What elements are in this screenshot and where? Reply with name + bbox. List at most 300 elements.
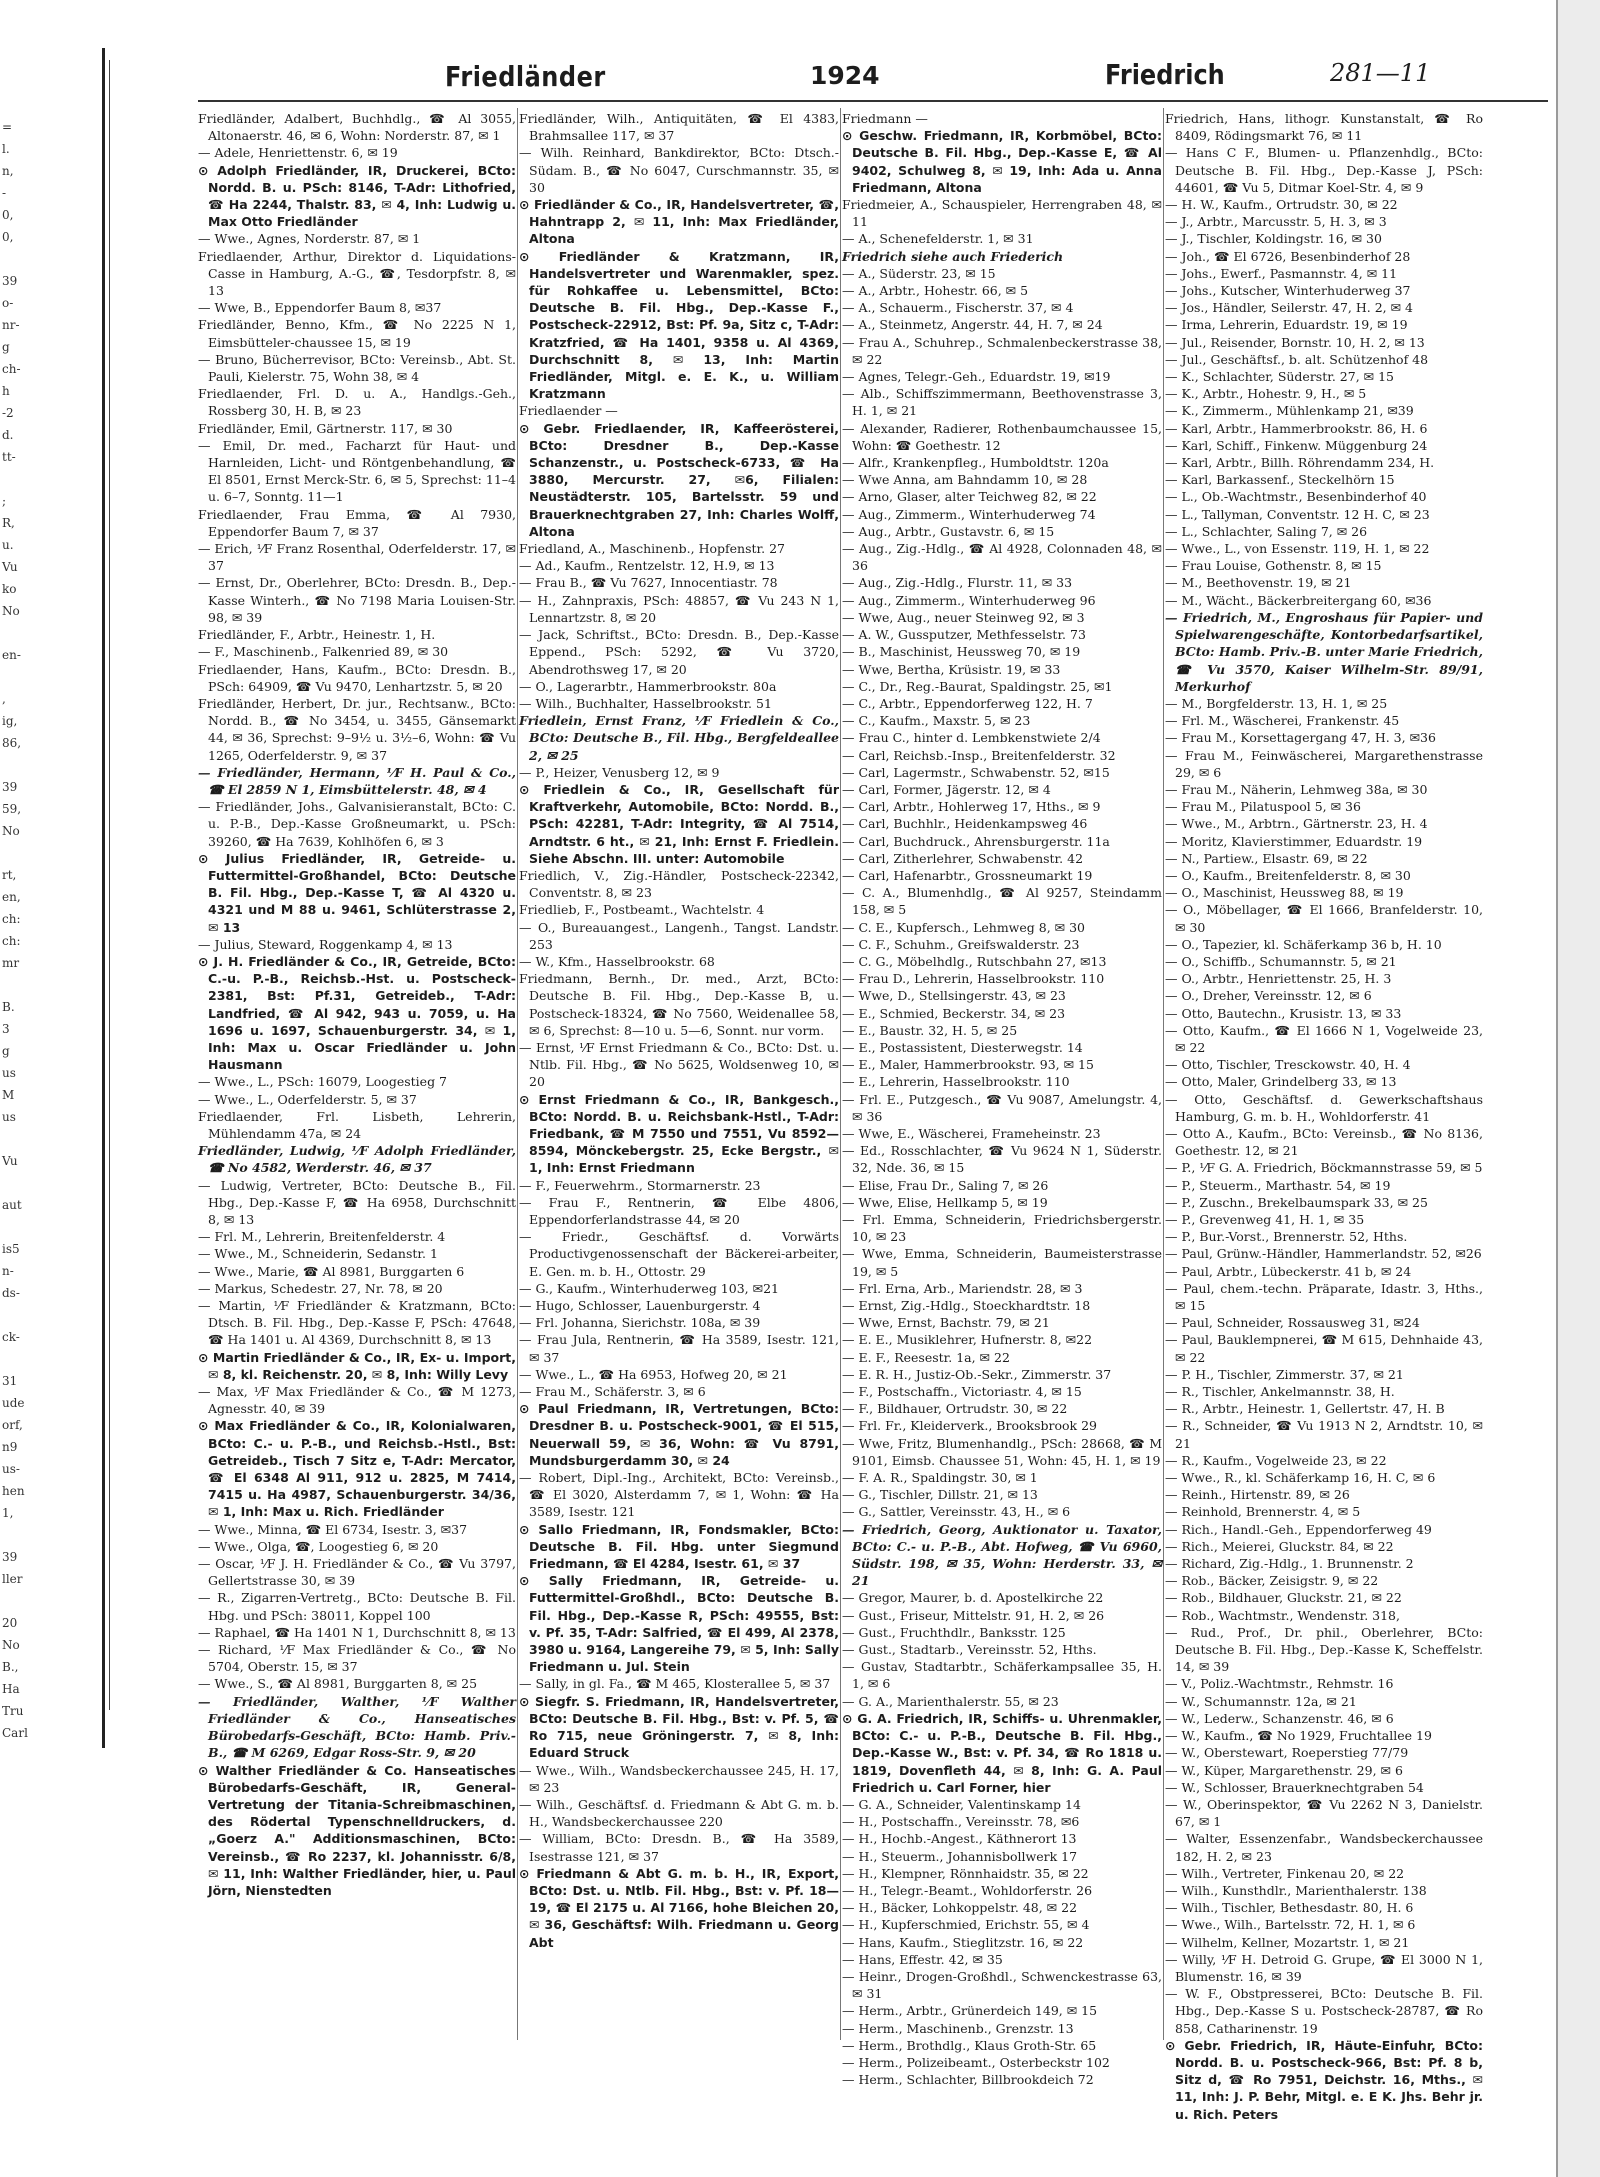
directory-entry: — Gregor, Maurer, b. d. Apostelkirche 22 — [842, 1590, 1104, 1606]
directory-entry: — Wwe., Marie, ☎ Al 8981, Burggarten 6 — [198, 1263, 465, 1279]
directory-entry: — F., Postschaffn., Victoriastr. 4, ✉ 15 — [842, 1384, 1082, 1400]
directory-entry: — Gust., Friseur, Mittelstr. 91, H. 2, ✉ 26 — [842, 1607, 1105, 1623]
directory-entry: — N., Partiew., Elsastr. 69, ✉ 22 — [1165, 850, 1368, 866]
column-divider — [1163, 108, 1164, 2040]
directory-entry: — K., Zimmerm., Mühlenkamp 21, ✉39 — [1165, 403, 1414, 419]
directory-entry: — Wwe, Elise, Hellkamp 5, ✉ 19 — [842, 1194, 1048, 1210]
margin-fragment: us- — [2, 1462, 20, 1476]
directory-entry: — G., Kaufm., Winterhuderweg 103, ✉21 — [519, 1280, 779, 1296]
margin-fragment: tt- — [2, 450, 16, 464]
margin-fragment: ig, — [2, 714, 18, 728]
directory-entry: — Wwe., Wilh., Bartelsstr. 72, H. 1, ✉ 6 — [1165, 1917, 1416, 1933]
directory-entry: Friedländer, Herbert, Dr. jur., Rechtsanw., BCto: Nordd. B., ☎ No 3454, u. 3455, Gänsemarkt 44, ✉ 36, Sprechst: 9–9½ u. 3½–6, Wohn: ☎ Vu 1265, Oderfelderstr. 9, ✉ 37 — [198, 695, 516, 763]
directory-entry: — Adele, Henriettenstr. 6, ✉ 19 — [198, 145, 398, 161]
directory-entry: — W., Kfm., Hasselbrookstr. 68 — [519, 953, 715, 969]
margin-fragment: ller — [2, 1572, 23, 1586]
directory-entry: — Wilh., Geschäftsf. d. Friedmann & Abt G. m. b. H., Wandsbeckerchaussee 220 — [519, 1796, 839, 1830]
directory-entry: — P., Heizer, Venusberg 12, ✉ 9 — [519, 764, 720, 780]
directory-entry: — Ernst, Dr., Oberlehrer, BCto: Dresdn. B., Dep.-Kasse Winterh., ☎ No 7198 Maria Louisen-Str. 98, ✉ 39 — [198, 575, 516, 625]
directory-entry: — Aug., Zig.-Hdlg., ☎ Al 4928, Colonnaden 48, ✉ 36 — [842, 541, 1162, 574]
directory-entry: ⊙ Martin Friedländer & Co., IR, Ex- u. Import, ✉ 8, kl. Reichenstr. 20, ✉ 8, Inh: Willy Levy — [198, 1349, 516, 1382]
margin-fragment: 31 — [2, 1374, 18, 1388]
directory-entry: — Frl. M., Lehrerin, Breitenfelderstr. 4 — [198, 1229, 446, 1245]
directory-entry: — Otto, Kaufm., ☎ El 1666 N 1, Vogelweide 23, ✉ 22 — [1165, 1022, 1483, 1055]
scan-margin — [1558, 0, 1600, 2177]
directory-entry: — O., Kaufm., Breitenfelderstr. 8, ✉ 30 — [1165, 867, 1411, 883]
directory-entry: — Herm., Arbtr., Grünerdeich 149, ✉ 15 — [842, 2003, 1098, 2019]
column-divider — [517, 108, 518, 2040]
margin-fragment: o- — [2, 296, 14, 310]
column-2 — [519, 110, 839, 2040]
running-head-year: 1924 — [810, 61, 880, 90]
directory-entry: — Aug., Zimmerm., Winterhuderweg 96 — [842, 592, 1096, 608]
directory-entry: — Wilh., Buchhalter, Hasselbrookstr. 51 — [519, 695, 772, 711]
directory-entry: — Frau Jula, Rentnerin, ☎ Ha 3589, Isestr. 121, ✉ 37 — [519, 1332, 839, 1365]
directory-entry: — Friedr., Geschäftsf. d. Vorwärts Productivgenossenschaft der Bäckerei-arbeiter, E. Gen. m. b. H., Ottostr. 29 — [519, 1229, 839, 1279]
margin-fragment: 0, — [2, 208, 14, 222]
directory-entry: — Martin, ⅟F Friedländer & Kratzmann, BCto: Dtsch. B. Fil. Hbg., Dep.-Kasse F, PSch: 47648, ☎ Ha 1401 u. Al 4369, Durchschnitt 8, ✉ 13 — [198, 1298, 516, 1348]
margin-fragment: M — [2, 1088, 15, 1102]
margin-fragment: - — [2, 186, 7, 200]
directory-entry: — K., Schlachter, Süderstr. 27, ✉ 15 — [1165, 369, 1394, 385]
directory-entry: — Otto, Bautechn., Krusistr. 13, ✉ 33 — [1165, 1005, 1402, 1021]
directory-entry: — Wwe, Emma, Schneiderin, Baumeisterstrasse 19, ✉ 5 — [842, 1246, 1162, 1279]
directory-entry: — J., Tischler, Koldingstr. 16, ✉ 30 — [1165, 231, 1382, 247]
directory-entry: — W., Schlosser, Brauerknechtgraben 54 — [1165, 1779, 1424, 1795]
directory-entry: — Aug., Arbtr., Gustavstr. 6, ✉ 15 — [842, 523, 1055, 539]
margin-fragment: Carl — [2, 1726, 28, 1740]
directory-entry: — Herm., Schlachter, Billbrookdeich 72 — [842, 2072, 1094, 2088]
directory-entry: ⊙ Paul Friedmann, IR, Vertretungen, BCto: Dresdner B. u. Postscheck-9001, ☎ El 515, Neuerwall 59, ✉ 36, Wohn: ☎ Vu 8791, Mundsburgerdamm 30, ✉ 24 — [519, 1401, 839, 1468]
directory-entry: — Frau C., hinter d. Lembkenstwiete 2/4 — [842, 730, 1101, 746]
binding-rule — [102, 48, 105, 1748]
directory-entry: — Frl. E., Putzgesch., ☎ Vu 9087, Amelungstr. 4, ✉ 36 — [842, 1091, 1162, 1124]
directory-entry: — Wwe., L., PSch: 16079, Loogestieg 7 — [198, 1074, 447, 1090]
directory-entry: Friedrich siehe auch Friederich — [842, 248, 1064, 264]
directory-entry: ⊙ G. A. Friedrich, IR, Schiffs- u. Uhrenmakler, BCto: C.- u. P.-B., Deutsche B. Fil. Hbg., Dep.-Kasse W., Bst: v. Pf. 34, ☎ Ro 1818 u. 1819, Dovenfleth 44, ✉ 8, Inh: G. A. Paul Friedrich u. Carl Forner, hier — [842, 1710, 1162, 1795]
margin-fragment: en- — [2, 648, 21, 662]
directory-entry: Friedländer, F., Arbtr., Heinestr. 1, H. — [198, 627, 436, 643]
directory-entry: — Johs., Ewerf., Pasmannstr. 4, ✉ 11 — [1165, 265, 1398, 281]
directory-entry: — C. G., Möbelhdlg., Rutschbahn 27, ✉13 — [842, 953, 1107, 969]
directory-entry: — H., Telegr.-Beamt., Wohldorferstr. 26 — [842, 1882, 1093, 1898]
directory-entry: — R., Tischler, Ankelmannstr. 38, H. — [1165, 1384, 1395, 1400]
directory-entry: — Friedländer, Johs., Galvanisieranstalt, BCto: C. u. P.-B., Dep.-Kasse Großneumarkt, u. PSch: 39260, ☎ Ha 7639, Kohlhöfen 6, ✉ 3 — [198, 799, 516, 849]
directory-entry: Friedlich, V., Zig.-Händler, Postscheck-22342, Conventstr. 8, ✉ 23 — [519, 867, 839, 901]
directory-entry: ⊙ Geschw. Friedmann, IR, Korbmöbel, BCto: Deutsche B. Fil. Hbg., Dep.-Kasse E, ☎ Al 9402, Schulweg 8, ✉ 19, Inh: Ada u. Anna Friedmann, Altona — [842, 128, 1162, 195]
directory-entry: Friedlein, Ernst Franz, ⅟F Friedlein & Co., BCto: Deutsche B., Fil. Hbg., Bergfeldeallee 2, ✉ 25 — [519, 713, 839, 763]
directory-entry: ⊙ Julius Friedländer, IR, Getreide- u. Futtermittel-Großhandel, BCto: Deutsche B. Fil. Hbg., Dep.-Kasse T, ☎ Al 4320 u. 4321 und M 88 u. 9461, Schlüterstrasse 2, ✉ 13 — [198, 850, 516, 935]
directory-entry: — Max, ⅟F Max Friedländer & Co., ☎ M 1273, Agnesstr. 40, ✉ 39 — [198, 1384, 516, 1417]
directory-entry: — Carl, Lagermstr., Schwabenstr. 52, ✉15 — [842, 764, 1110, 780]
margin-fragment: = — [2, 120, 13, 134]
directory-entry: — O., Dreher, Vereinsstr. 12, ✉ 6 — [1165, 988, 1372, 1004]
directory-entry: — Erich, ⅟F Franz Rosenthal, Oderfelderstr. 17, ✉ 37 — [198, 541, 516, 574]
directory-entry: — L., Ob.-Wachtmstr., Besenbinderhof 40 — [1165, 489, 1427, 505]
directory-entry: — Moritz, Klavierstimmer, Eduardstr. 19 — [1165, 833, 1423, 849]
directory-entry: — A., Schauerm., Fischerstr. 37, ✉ 4 — [842, 300, 1074, 316]
margin-fragment: u. — [2, 538, 14, 552]
directory-entry: — Rich., Meierei, Gluckstr. 84, ✉ 22 — [1165, 1538, 1394, 1554]
directory-entry: — Joh., ☎ El 6726, Besenbinderhof 28 — [1165, 248, 1411, 264]
directory-entry: — Walter, Essenzenfabr., Wandsbeckerchaussee 182, H. 2, ✉ 23 — [1165, 1831, 1483, 1864]
directory-entry: — Jack, Schriftst., BCto: Dresdn. B., Dep.-Kasse Eppend., PSch: 5292, ☎ Vu 3720, Abendrothsweg 17, ✉ 20 — [519, 627, 839, 677]
directory-entry: Friedländer, Benno, Kfm., ☎ No 2225 N 1, Eimsbütteler-chaussee 15, ✉ 19 — [198, 317, 516, 350]
margin-fragment: Ha — [2, 1682, 20, 1696]
directory-entry: — Frau Louise, Gothenstr. 8, ✉ 15 — [1165, 558, 1382, 574]
directory-entry: ⊙ Sally Friedmann, IR, Getreide- u. Futtermittel-Großhdl., BCto: Deutsche B. Fil. Hbg., Dep.-Kasse R, PSch: 49555, Bst: v. Pf. 35, T-Adr: Salfried, ☎ El 499, Al 2378, 3980 u. 9164, Langereihe 79, ✉ 5, Inh: Sally Friedmann u. Jul. Stein — [519, 1573, 839, 1675]
directory-entry: — Reinhold, Brennerstr. 4, ✉ 5 — [1165, 1504, 1361, 1520]
directory-entry: — Hans C F., Blumen- u. Pflanzenhdlg., BCto: Deutsche B. Fil. Hbg., Dep.-Kasse J, PSch: 44601, ☎ Vu 5, Ditmar Koel-Str. 4, ✉ 9 — [1165, 145, 1483, 195]
directory-entry: — Paul, Arbtr., Lübeckerstr. 41 b, ✉ 24 — [1165, 1263, 1412, 1279]
directory-entry: — Hugo, Schlosser, Lauenburgerstr. 4 — [519, 1298, 761, 1314]
directory-entry: — Arno, Glaser, alter Teichweg 82, ✉ 22 — [842, 489, 1097, 505]
directory-entry: — W. F., Obstpresserei, BCto: Deutsche B. Fil. Hbg., Dep.-Kasse S u. Postscheck-28787, ☎ Ro 858, Catharinenstr. 19 — [1165, 1986, 1483, 2036]
margin-fragment: hen — [2, 1484, 25, 1498]
directory-entry: — Wwe, B., Eppendorfer Baum 8, ✉37 — [198, 300, 442, 316]
margin-fragment: h — [2, 384, 10, 398]
directory-entry: — Richard, Zig.-Hdlg., 1. Brunnenstr. 2 — [1165, 1556, 1414, 1572]
directory-entry: — Wwe., R., kl. Schäferkamp 16, H. C, ✉ 6 — [1165, 1470, 1436, 1486]
directory-entry: — Wwe., L., Oderfelderstr. 5, ✉ 37 — [198, 1091, 417, 1107]
directory-entry: — E., Maler, Hammerbrookstr. 93, ✉ 15 — [842, 1057, 1094, 1073]
directory-entry: — M., Borgfelderstr. 13, H. 1, ✉ 25 — [1165, 695, 1388, 711]
directory-entry: — F. A. R., Spaldingstr. 30, ✉ 1 — [842, 1470, 1038, 1486]
directory-entry: — Willy, ⅟F H. Detroid G. Grupe, ☎ El 3000 N 1, Blumenstr. 16, ✉ 39 — [1165, 1951, 1483, 1984]
margin-fragment: rt, — [2, 868, 17, 882]
directory-entry: — G., Tischler, Dillstr. 21, ✉ 13 — [842, 1487, 1038, 1503]
directory-entry: Friedlieb, F., Postbeamt., Wachtelstr. 4 — [519, 902, 765, 918]
directory-entry: — Carl, Buchhlr., Heidenkampsweg 46 — [842, 816, 1088, 832]
directory-entry: — O., Möbellager, ☎ El 1666, Branfelderstr. 10, ✉ 30 — [1165, 902, 1483, 935]
directory-entry: — P., Zuschn., Brekelbaumspark 33, ✉ 25 — [1165, 1194, 1428, 1210]
directory-entry: — Wwe., Olga, ☎, Loogestieg 6, ✉ 20 — [198, 1538, 439, 1554]
directory-entry: — Wwe, Ernst, Bachstr. 79, ✉ 21 — [842, 1315, 1050, 1331]
directory-entry: — E. R. H., Justiz-Ob.-Sekr., Zimmerstr. 37 — [842, 1366, 1112, 1382]
directory-entry: — Wwe, Aug., neuer Steinweg 92, ✉ 3 — [842, 609, 1085, 625]
directory-entry: Friedlaender, Arthur, Direktor d. Liquidations-Casse in Hamburg, A.-G., ☎, Tesdorpfstr. 8, ✉ 13 — [198, 248, 516, 299]
directory-entry: — Gust., Fruchthdlr., Banksstr. 125 — [842, 1624, 1066, 1640]
directory-entry: — E. E., Musiklehrer, Hufnerstr. 8, ✉22 — [842, 1332, 1093, 1348]
directory-entry: — F., Feuerwehrm., Stormarnerstr. 23 — [519, 1177, 761, 1193]
directory-entry: — H., Postschaffn., Vereinsstr. 78, ✉6 — [842, 1814, 1080, 1830]
directory-entry: — Wilhelm, Kellner, Mozartstr. 1, ✉ 21 — [1165, 1934, 1410, 1950]
directory-entry: — K., Arbtr., Hohestr. 9, H., ✉ 5 — [1165, 386, 1367, 402]
margin-fragment: us — [2, 1066, 16, 1080]
previous-page-fragments — [0, 120, 60, 1770]
directory-entry: — W., Oberstewart, Roeperstieg 77/79 — [1165, 1745, 1409, 1761]
directory-entry: — O., Lagerarbtr., Hammerbrookstr. 80a — [519, 678, 777, 694]
margin-fragment: , — [2, 692, 6, 706]
header-rule — [198, 100, 1548, 102]
directory-entry: — G., Sattler, Vereinsstr. 43, H., ✉ 6 — [842, 1504, 1071, 1520]
directory-entry: — O., Maschinist, Heussweg 88, ✉ 19 — [1165, 885, 1404, 901]
directory-entry: — E., Baustr. 32, H. 5, ✉ 25 — [842, 1022, 1018, 1038]
margin-fragment: ch: — [2, 912, 21, 926]
directory-entry: ⊙ Friedländer & Co., IR, Handelsvertreter, ☎, Hahntrapp 2, ✉ 11, Inh: Max Friedländer, Altona — [519, 197, 839, 247]
directory-entry: — Wilh., Kunsthdlr., Marienthalerstr. 138 — [1165, 1882, 1427, 1898]
directory-entry: — O., Tapezier, kl. Schäferkamp 36 b, H. 10 — [1165, 936, 1442, 952]
directory-entry: ⊙ Gebr. Friedrich, IR, Häute-Einfuhr, BCto: Nordd. B. u. Postscheck-966, Bst: Pf. 8 b, Sitz d, ☎ Ro 7951, Deichstr. 16, Mths., ✉ 11, Inh: J. P. Behr, Mitgl. e. E K. Jhs. Behr jr. u. Rich. Peters — [1165, 2037, 1483, 2122]
column-divider — [840, 108, 841, 2040]
directory-entry: — Herm., Maschinenb., Grenzstr. 13 — [842, 2020, 1074, 2036]
margin-fragment: n- — [2, 1264, 14, 1278]
directory-entry: — Richard, ⅟F Max Friedländer & Co., ☎ No 5704, Oberstr. 15, ✉ 37 — [198, 1642, 516, 1675]
column-4 — [1165, 110, 1483, 2122]
margin-fragment: n9 — [2, 1440, 18, 1454]
margin-fragment: us — [2, 1110, 16, 1124]
directory-entry: — Hans, Effestr. 42, ✉ 35 — [842, 1951, 1003, 1967]
directory-entry: — Wwe Anna, am Bahndamm 10, ✉ 28 — [842, 472, 1088, 488]
directory-entry: — Wwe, E., Wäscherei, Frameheinstr. 23 — [842, 1125, 1101, 1141]
margin-fragment: B., — [2, 1660, 19, 1674]
directory-entry: — Wwe., S., ☎ Al 8981, Burggarten 8, ✉ 25 — [198, 1676, 478, 1692]
directory-entry: — Wwe., L., ☎ Ha 6953, Hofweg 20, ✉ 21 — [519, 1366, 788, 1382]
directory-entry: — Bruno, Bücherrevisor, BCto: Vereinsb., Abt. St. Pauli, Kielerstr. 75, Wohn 38, ✉ 4 — [198, 351, 516, 385]
directory-entry: — M., Wächt., Bäckerbreitergang 60, ✉36 — [1165, 592, 1432, 608]
directory-entry: — Wwe., Wilh., Wandsbeckerchaussee 245, H. 17, ✉ 23 — [519, 1762, 839, 1795]
directory-entry: — Wwe, Fritz, Blumenhandlg., PSch: 28668, ☎ M 9101, Eimsb. Chaussee 51, Wohn: 45, H. 1, ✉ 19 — [842, 1435, 1162, 1468]
directory-entry: — O., Arbtr., Henriettenstr. 25, H. 3 — [1165, 971, 1392, 987]
margin-fragment: 1, — [2, 1506, 14, 1520]
margin-fragment: Tru — [2, 1704, 24, 1718]
directory-entry: Friedlaender, Frl. Lisbeth, Lehrerin, Mühlendamm 47a, ✉ 24 — [198, 1108, 516, 1141]
directory-entry: — Wwe., M., Schneiderin, Sedanstr. 1 — [198, 1246, 438, 1262]
directory-entry: — O., Bureauangest., Langenh., Tangst. Landstr. 253 — [519, 919, 839, 952]
directory-entry: — Carl, Reichsb.-Insp., Breitenfelderstr. 32 — [842, 747, 1116, 763]
directory-entry: — Friedrich, Georg, Auktionator u. Taxator, BCto: C.- u. P.-B., Abt. Hofweg, ☎ Vu 6960, Südstr. 198, ✉ 35, Wohn: Herderstr. 33, ✉ 21 — [842, 1521, 1162, 1589]
directory-entry: — Ludwig, Vertreter, BCto: Deutsche B., Fil. Hbg., Dep.-Kasse F, ☎ Ha 6958, Durchschnitt 8, ✉ 13 — [198, 1177, 516, 1227]
directory-entry: — Wilh., Vertreter, Finkenau 20, ✉ 22 — [1165, 1865, 1405, 1881]
directory-entry: — Frau D., Lehrerin, Hasselbrookstr. 110 — [842, 971, 1105, 987]
directory-entry: — R., Arbtr., Heinestr. 1, Gellertstr. 47, H. B — [1165, 1401, 1445, 1417]
directory-entry: — Wwe., Minna, ☎ El 6734, Isestr. 3, ✉37 — [198, 1521, 468, 1537]
directory-entry: — William, BCto: Dresdn. B., ☎ Ha 3589, Isestrasse 121, ✉ 37 — [519, 1831, 839, 1864]
directory-entry: — V., Poliz.-Wachtmstr., Rehmstr. 16 — [1165, 1676, 1394, 1692]
directory-entry: — E. F., Reesestr. 1a, ✉ 22 — [842, 1349, 1010, 1365]
directory-entry: — Frl. M., Wäscherei, Frankenstr. 45 — [1165, 713, 1400, 729]
margin-fragment: 86, — [2, 736, 22, 750]
directory-entry: — Ad., Kaufm., Rentzelstr. 12, H.9, ✉ 13 — [519, 558, 775, 574]
directory-entry: — H., Hochb.-Angest., Käthnerort 13 — [842, 1831, 1077, 1847]
directory-entry: — Rud., Prof., Dr. phil., Oberlehrer, BCto: Deutsche B. Fil. Hbg., Dep.-Kasse K, Scheffelstr. 14, ✉ 39 — [1165, 1624, 1483, 1675]
directory-entry: — G. A., Schneider, Valentinskamp 14 — [842, 1796, 1081, 1812]
directory-entry: — Frau M., Schäferstr. 3, ✉ 6 — [519, 1384, 706, 1400]
directory-entry: ⊙ Ernst Friedmann & Co., IR, Bankgesch., BCto: Nordd. B. u. Reichsbank-Hstl., T-Adr: Friedbank, ☎ M 7550 und 7551, Vu 8592—8594, Mönckebergstr. 25, Ecke Bergstr., ✉ 1, Inh: Ernst Friedmann — [519, 1091, 839, 1176]
directory-entry: — B., Maschinist, Heussweg 70, ✉ 19 — [842, 644, 1081, 660]
running-head-left: Friedländer — [445, 60, 606, 94]
margin-fragment: 20 — [2, 1616, 18, 1630]
directory-entry: ⊙ Sallo Friedmann, IR, Fondsmakler, BCto: Deutsche B. Fil. Hbg. unter Siegmund Friedmann, ☎ El 4284, Isestr. 61, ✉ 37 — [519, 1521, 839, 1572]
directory-entry: Friedlaender — — [519, 403, 618, 419]
directory-entry: — Rich., Handl.-Geh., Eppendorferweg 49 — [1165, 1521, 1432, 1537]
directory-entry: — L., Schlachter, Saling 7, ✉ 26 — [1165, 523, 1368, 539]
directory-entry: — Jos., Händler, Seilerstr. 47, H. 2, ✉ 4 — [1165, 300, 1414, 316]
directory-entry: Friedlaender, Frau Emma, ☎ Al 7930, Eppendorfer Baum 7, ✉ 37 — [198, 506, 516, 539]
binding-rule-inner — [109, 60, 110, 1710]
directory-entry: — L., Tallyman, Conventstr. 12 H. C, ✉ 23 — [1165, 506, 1430, 522]
directory-entry: — C., Kaufm., Maxstr. 5, ✉ 23 — [842, 713, 1031, 729]
directory-entry: — Ernst, ⅟F Ernst Friedmann & Co., BCto: Dst. u. Ntlb. Fil. Hbg., ☎ No 5625, Woldsenweg 10, ✉ 20 — [519, 1039, 839, 1090]
directory-entry: ⊙ Gebr. Friedlaender, IR, Kaffeerösterei, BCto: Dresdner B., Dep.-Kasse Schanzenstr., u. Postscheck-6733, ☎ Ha 3880, Mercurstr. 27, ✉6, Filialen: Neustädterstr. 105, Bartelsstr. 59 und Brauerknechtgraben 27, Inh: Charles Wolff, Altona — [519, 420, 839, 539]
directory-entry: — Rob., Wachtmstr., Wendenstr. 318, — [1165, 1607, 1400, 1623]
directory-entry: ⊙ Walther Friedländer & Co. Hanseatisches Bürobedarfs-Geschäft, IR, General-Vertretung der Titania-Schreibmaschinen, des Rödertal Typenschnelldruckers, d. „Goerz A." Additionsmaschinen, BCto: Vereinsb., ☎ Ro 2237, kl. Johannisstr. 6/8, ✉ 11, Inh: Walther Friedländer, hier, u. Paul Jörn, Nienstedten — [198, 1762, 516, 1898]
directory-entry: — Frau M., Näherin, Lehmweg 38a, ✉ 30 — [1165, 781, 1428, 797]
directory-entry: — H., Steuerm., Johannisbollwerk 17 — [842, 1848, 1078, 1864]
directory-entry: — Herm., Polizeibeamt., Osterbeckstr 102 — [842, 2054, 1110, 2070]
directory-entry: — E., Schmied, Beckerstr. 34, ✉ 23 — [842, 1005, 1066, 1021]
margin-fragment: 39 — [2, 1550, 18, 1564]
directory-entry: — R., Kaufm., Vogelweide 23, ✉ 22 — [1165, 1452, 1387, 1468]
directory-entry: — Julius, Steward, Roggenkamp 4, ✉ 13 — [198, 936, 453, 952]
margin-fragment: en, — [2, 890, 21, 904]
directory-entry: — Sally, in gl. Fa., ☎ M 465, Klosterallee 5, ✉ 37 — [519, 1676, 831, 1692]
margin-fragment: 59, — [2, 802, 22, 816]
directory-entry: — W., Lederw., Schanzenstr. 46, ✉ 6 — [1165, 1710, 1394, 1726]
directory-entry: — J., Arbtr., Marcusstr. 5, H. 3, ✉ 3 — [1165, 214, 1387, 230]
directory-entry: — Friedländer, Hermann, ⅟F H. Paul & Co., ☎ El 2859 N 1, Eimsbüttelerstr. 48, ✉ 4 — [198, 764, 516, 797]
directory-entry: — Wwe, Bertha, Krüsistr. 19, ✉ 33 — [842, 661, 1061, 677]
directory-entry: — P., Bur.-Vorst., Brennerstr. 52, Hths. — [1165, 1229, 1408, 1245]
directory-entry: — Jul., Geschäftsf., b. alt. Schützenhof 48 — [1165, 351, 1429, 367]
directory-entry: — Frl. Fr., Kleiderverk., Brooksbrook 29 — [842, 1418, 1097, 1434]
directory-entry: ⊙ Adolph Friedländer, IR, Druckerei, BCto: Nordd. B. u. PSch: 8146, T-Adr: Lithofried, ☎ Ha 2244, Thalstr. 83, ✉ 4, Inh: Ludwig u. Max Otto Friedländer — [198, 162, 516, 230]
margin-fragment: d. — [2, 428, 14, 442]
directory-entry: — H., Kupferschmied, Erichstr. 55, ✉ 4 — [842, 1917, 1090, 1933]
directory-entry: — H. W., Kaufm., Ortrudstr. 30, ✉ 22 — [1165, 197, 1398, 213]
directory-entry: — Carl, Zitherlehrer, Schwabenstr. 42 — [842, 850, 1084, 866]
directory-entry: — F., Bildhauer, Ortrudstr. 30, ✉ 22 — [842, 1401, 1068, 1417]
margin-fragment: ; — [2, 494, 7, 508]
directory-entry: — Frl. Johanna, Sierichstr. 108a, ✉ 39 — [519, 1315, 761, 1331]
directory-entry: Friedmann, Bernh., Dr. med., Arzt, BCto: Deutsche B. Fil. Hbg., Dep.-Kasse B, u. Postscheck-18324, ☎ No 7560, Weidenallee 58, ✉ 6, Sprechst: 8—10 u. 5—6, Sonnt. nur vorm. — [519, 971, 839, 1038]
directory-entry: Friedländer, Adalbert, Buchhdlg., ☎ Al 3055, Altonaerstr. 46, ✉ 6, Wohn: Norderstr. 87, ✉ 1 — [198, 111, 516, 144]
directory-entry: — Frl. Erna, Arb., Mariendstr. 28, ✉ 3 — [842, 1280, 1083, 1296]
directory-entry: — Paul, Grünw.-Händler, Hammerlandstr. 52, ✉26 — [1165, 1246, 1482, 1262]
directory-entry: — W., Kaufm., ☎ No 1929, Fruchtallee 19 — [1165, 1728, 1432, 1744]
page-number: 281—11 — [1330, 59, 1431, 87]
directory-entry: — A., Steinmetz, Angerstr. 44, H. 7, ✉ 24 — [842, 317, 1103, 333]
directory-entry: — Carl, Arbtr., Hohlerweg 17, Hths., ✉ 9 — [842, 799, 1101, 815]
margin-fragment: l. — [2, 142, 10, 156]
directory-entry: — Frau F., Rentnerin, ☎ Elbe 4806, Eppendorferlandstrasse 44, ✉ 20 — [519, 1194, 839, 1227]
directory-entry: — Paul, chem.-techn. Präparate, Idastr. 3, Hths., ✉ 15 — [1165, 1280, 1483, 1314]
directory-entry: — Robert, Dipl.-Ing., Architekt, BCto: Vereinsb., ☎ El 3020, Alsterdamm 7, ✉ 1, Wohn: ☎ Ha 3589, Isestr. 121 — [519, 1470, 839, 1520]
directory-entry: — Alexander, Radierer, Rothenbaumchaussee 15, Wohn: ☎ Goethestr. 12 — [842, 420, 1162, 453]
directory-entry: — Karl, Arbtr., Billh. Röhrendamm 234, H. — [1165, 455, 1435, 471]
margin-fragment: -2 — [2, 406, 14, 420]
directory-entry: — Wwe, D., Stellsingerstr. 43, ✉ 23 — [842, 988, 1066, 1004]
directory-entry: — W., Schumannstr. 12a, ✉ 21 — [1165, 1693, 1357, 1709]
directory-entry: — Carl, Hafenarbtr., Grossneumarkt 19 — [842, 867, 1093, 883]
directory-entry: — Markus, Schedestr. 27, Nr. 78, ✉ 20 — [198, 1280, 443, 1296]
directory-entry: — Aug., Zig.-Hdlg., Flurstr. 11, ✉ 33 — [842, 575, 1073, 591]
directory-entry: — F., Maschinenb., Falkenried 89, ✉ 30 — [198, 644, 449, 660]
directory-entry: — Frau M., Feinwäscherei, Margarethenstrasse 29, ✉ 6 — [1165, 747, 1483, 780]
directory-entry: — Heinr., Drogen-Großhdl., Schwenckestrasse 63, ✉ 31 — [842, 1968, 1162, 2002]
directory-entry: — Paul, Schneider, Rossausweg 31, ✉24 — [1165, 1315, 1420, 1331]
directory-entry: — Elise, Frau Dr., Saling 7, ✉ 26 — [842, 1177, 1049, 1193]
directory-entry: — Frau B., ☎ Vu 7627, Innocentiastr. 78 — [519, 575, 778, 591]
directory-entry: — C., Dr., Reg.-Baurat, Spaldingstr. 25, ✉1 — [842, 678, 1113, 694]
directory-entry: Friedlaender, Hans, Kaufm., BCto: Dresdn. B., PSch: 64909, ☎ Vu 9470, Lenhartzstr. 5, ✉ 20 — [198, 661, 516, 694]
column-3 — [842, 110, 1162, 2088]
directory-entry: — E., Lehrerin, Hasselbrookstr. 110 — [842, 1074, 1070, 1090]
directory-entry: — Wwe., M., Arbtrn., Gärtnerstr. 23, H. 4 — [1165, 816, 1428, 832]
directory-entry: Friedmann — — [842, 111, 928, 126]
directory-entry: — C. F., Schuhm., Greifswalderstr. 23 — [842, 936, 1080, 952]
directory-entry: — Gustav, Stadtarbtr., Schäferkampsallee 35, H. 1, ✉ 6 — [842, 1659, 1162, 1692]
directory-entry: — Carl, Buchdruck., Ahrensburgerstr. 11a — [842, 833, 1110, 849]
directory-entry: — Ed., Rosschlachter, ☎ Vu 9624 N 1, Süderstr. 32, Nde. 36, ✉ 15 — [842, 1143, 1162, 1176]
directory-entry: — Johs., Kutscher, Winterhuderweg 37 — [1165, 283, 1411, 299]
directory-entry: — W., Küper, Margarethenstr. 29, ✉ 6 — [1165, 1762, 1403, 1778]
directory-entry: Friedländer, Wilh., Antiquitäten, ☎ El 4383, Brahmsallee 117, ✉ 37 — [519, 111, 839, 144]
margin-fragment: ds- — [2, 1286, 20, 1300]
directory-entry: — Otto A., Kaufm., BCto: Vereinsb., ☎ No 8136, Goethestr. 12, ✉ 21 — [1165, 1125, 1483, 1159]
margin-fragment: aut — [2, 1198, 22, 1212]
margin-fragment: B. — [2, 1000, 15, 1014]
directory-entry: ⊙ Friedmann & Abt G. m. b. H., IR, Export, BCto: Dst. u. Ntlb. Fil. Hbg., Bst: v. Pf. 18—19, ☎ El 2175 u. Al 7166, hohe Bleichen 20, ✉ 36, Geschäftsf: Wilh. Friedmann u. Georg Abt — [519, 1865, 839, 1950]
directory-entry: — Karl, Schiff., Finkenw. Müggenburg 24 — [1165, 437, 1428, 453]
directory-entry: — Karl, Arbtr., Hammerbrookstr. 86, H. 6 — [1165, 420, 1428, 436]
directory-entry: — Jul., Reisender, Bornstr. 10, H. 2, ✉ 13 — [1165, 334, 1425, 350]
directory-entry: — C., Arbtr., Eppendorferweg 122, H. 7 — [842, 695, 1093, 711]
directory-entry: — Aug., Zimmerm., Winterhuderweg 74 — [842, 506, 1096, 522]
directory-entry: — A., Schenefelderstr. 1, ✉ 31 — [842, 231, 1034, 247]
directory-entry: — Hans, Kaufm., Stieglitzstr. 16, ✉ 22 — [842, 1934, 1084, 1950]
directory-entry: — P., Steuerm., Marthastr. 54, ✉ 19 — [1165, 1177, 1391, 1193]
margin-fragment: ko — [2, 582, 17, 596]
directory-entry: — W., Oberinspektor, ☎ Vu 2262 N 3, Danielstr. 67, ✉ 1 — [1165, 1796, 1483, 1830]
directory-entry: — A. W., Gussputzer, Methfesselstr. 73 — [842, 627, 1086, 643]
directory-entry: — Friedrich, M., Engroshaus für Papier- und Spielwarengeschäfte, Kontorbedarfsartikel, BCto: Hamb. Priv.-B. unter Marie Friedrich, ☎ Vu 3570, Kaiser Wilhelm-Str. 89/91, Merkurhof — [1165, 609, 1483, 694]
margin-fragment: Vu — [2, 560, 18, 574]
margin-fragment: No — [2, 1638, 20, 1652]
directory-entry: — Raphael, ☎ Ha 1401 N 1, Durchschnitt 8, ✉ 13 — [198, 1624, 516, 1640]
directory-entry: — Rob., Bildhauer, Gluckstr. 21, ✉ 22 — [1165, 1590, 1402, 1606]
directory-entry: — Frau M., Korsettagergang 47, H. 3, ✉36 — [1165, 730, 1436, 746]
directory-entry: ⊙ J. H. Friedländer & Co., IR, Getreide, BCto: C.-u. P.-B., Reichsb.-Hst. u. Postscheck-2381, Bst: Pf.31, Getreideb., T-Adr: Landfried, ☎ Al 942, 943 u. 7059, u. Ha 1696 u. 1697, Schauenburgerstr. 34, ✉ 1, Inh: Max u. Oscar Friedländer u. John Hausmann — [198, 953, 516, 1073]
directory-entry: Friedlaender, Frl. D. u. A., Handlgs.-Geh., Rossberg 30, H. B, ✉ 23 — [198, 386, 516, 419]
directory-entry: — Emil, Dr. med., Facharzt für Haut- und Harnleiden, Licht- und Röntgenbehandlung, ☎ El 8501, Ernst Merck-Str. 6, ✉ 5, Sprechst: 11–4 u. 6–7, Sonntg. 11—1 — [198, 437, 516, 505]
margin-fragment: g — [2, 1044, 10, 1058]
directory-entry: — Paul, Bauklempnerei, ☎ M 615, Dehnhaide 43, ✉ 22 — [1165, 1332, 1483, 1365]
directory-entry: — Frl. Emma, Schneiderin, Friedrichsbergerstr. 10, ✉ 23 — [842, 1212, 1162, 1245]
directory-entry: — H., Zahnpraxis, PSch: 48857, ☎ Vu 243 N 1, Lennartzstr. 8, ✉ 20 — [519, 592, 839, 625]
directory-entry: — Frau M., Pilatuspool 5, ✉ 36 — [1165, 799, 1361, 815]
margin-fragment: g — [2, 340, 10, 354]
margin-fragment: 39 — [2, 274, 18, 288]
margin-fragment: ch: — [2, 934, 21, 948]
directory-entry: ⊙ Siegfr. S. Friedmann, IR, Handelsvertreter, BCto: Deutsche B. Fil. Hbg., Bst: v. Pf. 5, ☎ Ro 715, neue Gröningerstr. 7, ✉ 8, Inh: Eduard Struck — [519, 1693, 839, 1761]
directory-entry: — Alb., Schiffszimmermann, Beethovenstrasse 3, H. 1, ✉ 21 — [842, 386, 1162, 419]
directory-entry: — P., ⅟F G. A. Friedrich, Böckmannstrasse 59, ✉ 5 — [1165, 1160, 1483, 1176]
margin-fragment: Vu — [2, 1154, 18, 1168]
directory-entry: — Friedländer, Walther, ⅟F Walther Friedländer & Co., Hanseatisches Bürobedarfs-Geschäft, BCto: Hamb. Priv.-B., ☎ M 6269, Edgar Ross-Str. 9, ✉ 20 — [198, 1693, 516, 1761]
margin-fragment: 3 — [2, 1022, 10, 1036]
margin-fragment: mr — [2, 956, 20, 970]
directory-entry: — C. E., Kupfersch., Lehmweg 8, ✉ 30 — [842, 919, 1086, 935]
margin-fragment: nr- — [2, 318, 20, 332]
directory-entry: — A., Süderstr. 23, ✉ 15 — [842, 265, 996, 281]
margin-fragment: No — [2, 824, 20, 838]
directory-entry: — Oscar, ⅟F J. H. Friedländer & Co., ☎ Vu 3797, Gellertstrasse 30, ✉ 39 — [198, 1556, 516, 1589]
directory-entry: — C. A., Blumenhdlg., ☎ Al 9257, Steindamm 158, ✉ 5 — [842, 885, 1162, 918]
directory-entry: — Karl, Barkassenf., Steckelhörn 15 — [1165, 472, 1395, 488]
directory-entry: Friedrich, Hans, lithogr. Kunstanstalt, ☎ Ro 8409, Rödingsmarkt 76, ✉ 11 — [1165, 111, 1483, 144]
page-header — [195, 55, 1545, 105]
